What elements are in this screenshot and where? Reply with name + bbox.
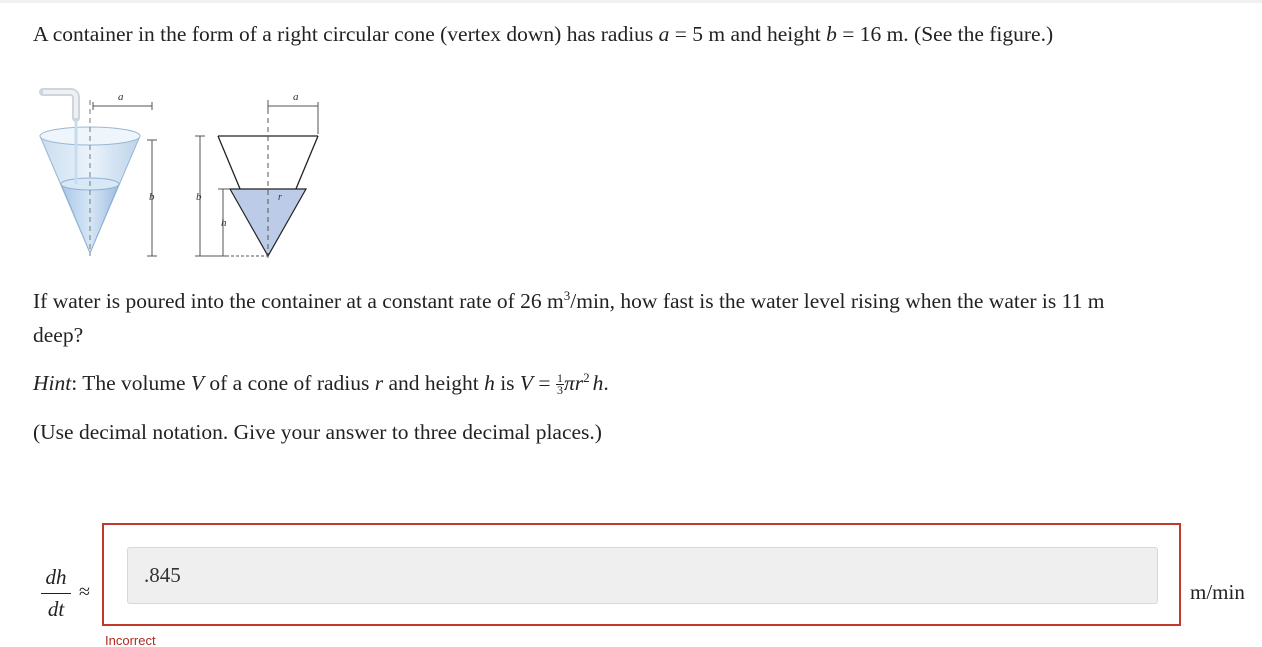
hint-text: is (494, 371, 520, 395)
glass-cone-illustration (40, 91, 157, 256)
fraction-denominator: 3 (556, 382, 563, 397)
var-h: h (592, 371, 604, 395)
derivative-numerator: dh (41, 564, 71, 594)
approx-symbol: ≈ (79, 581, 90, 603)
units-label: m/min (1190, 580, 1245, 604)
derivative-denominator: dt (47, 597, 65, 621)
period: . (603, 371, 609, 395)
question-line-1 (33, 284, 1104, 318)
intro-text: = 5 m and height (669, 22, 827, 46)
hint-line (33, 366, 609, 400)
pi-r: πr (563, 371, 584, 395)
hint-text: of a cone of radius (204, 371, 375, 395)
hint-text: and height (383, 371, 485, 395)
fraction-one-third (556, 370, 564, 397)
right-label-b: b (196, 191, 202, 203)
fraction-numerator: 1 (556, 370, 563, 385)
top-divider (0, 0, 1262, 3)
var-b: b (826, 22, 837, 46)
status-message: Incorrect (105, 633, 156, 647)
var-h: h (484, 371, 495, 395)
cone-figure (30, 78, 330, 268)
hint-text: : The volume (71, 371, 191, 395)
instruction-text: (Use decimal notation. Give your answer to three decimal places.) (33, 420, 602, 444)
problem-intro (33, 17, 1053, 51)
equals-sign: = (533, 371, 556, 395)
hint-label: Hint (33, 371, 72, 395)
derivative-dh-dt (41, 564, 71, 622)
superscript-3: 3 (563, 287, 571, 303)
var-V: V (519, 371, 534, 395)
question-text: If water is poured into the container at a constant rate of 26 m (33, 289, 564, 313)
var-a: a (658, 22, 670, 46)
intro-text: = 16 m. (See the figure.) (836, 22, 1054, 46)
superscript-2: 2 (583, 369, 590, 385)
right-label-r: r (278, 192, 282, 203)
question-text: /min, how fast is the water level rising when the water is 11 m (570, 289, 1105, 313)
right-label-h: h (221, 217, 227, 229)
right-label-a: a (293, 91, 299, 103)
question-line-2: deep? (33, 323, 84, 347)
var-r: r (374, 371, 384, 395)
answer-input-wrapper (127, 547, 1158, 604)
intro-text: A container in the form of a right circular cone (vertex down) has radius (33, 22, 659, 46)
left-label-b: b (149, 191, 155, 203)
var-V: V (190, 371, 205, 395)
cone-diagram (195, 91, 318, 258)
left-label-a: a (118, 91, 124, 103)
answer-input[interactable] (127, 547, 1158, 604)
